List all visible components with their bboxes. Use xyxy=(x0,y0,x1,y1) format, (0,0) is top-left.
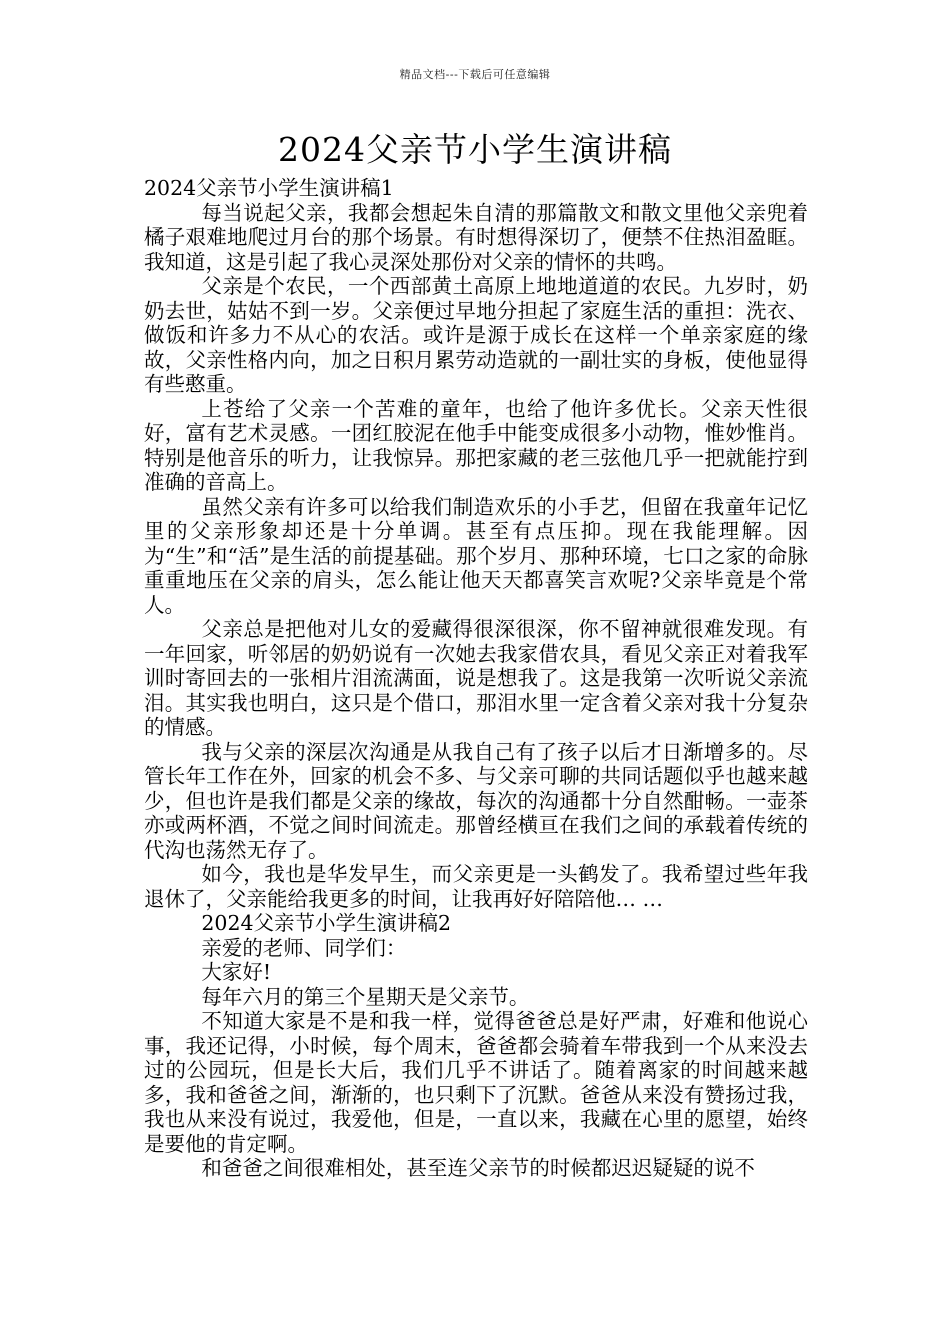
paragraph: 我与父亲的深层次沟通是从我自己有了孩子以后才日渐增多的。尽管长年工作在外，回家的机会不多、与父亲可聊的共同话题似乎也越来越少，但也许是我们都是父亲的缘故，每次的沟通都十分自然酣畅。一壶茶亦或两杯酒，不觉之间时间流走。那曾经横亘在我们之间的承载着传统的代沟也荡然无存了。 xyxy=(144,739,808,862)
section-heading-2: 2024父亲节小学生演讲稿2 xyxy=(201,911,452,935)
salutation: 亲爱的老师、同学们： xyxy=(201,935,407,960)
paragraph: 每当说起父亲，我都会想起朱自清的那篇散文和散文里他父亲兜着橘子艰难地爬过月台的那个场景。有时想得深切了，便禁不住热泪盈眶。我知道，这是引起了我心灵深处那份对父亲的情怀的共鸣。 xyxy=(144,200,808,274)
paragraph: 和爸爸之间很难相处，甚至连父亲节的时候都迟迟疑疑的说不 xyxy=(201,1156,755,1180)
paragraph: 不知道大家是不是和我一样，觉得爸爸总是好严肃，好难和他说心事，我还记得，小时候，每个周末，爸爸都会骑着车带我到一个从来没去过的公园玩，但是长大后，我们几乎不讲话了。随着离家的时间越来越多，我和爸爸之间，渐渐的，也只剩下了沉默。爸爸从来没有赞扬过我，我也从来没有说过，我爱他，但是，一直以来，我藏在心里的愿望，始终是要他的肯定啊。 xyxy=(144,1009,808,1156)
section-heading-1: 2024父亲节小学生演讲稿1 xyxy=(144,176,394,200)
document-body xyxy=(144,176,808,1181)
paragraph: 每年六月的第三个星期天是父亲节。 xyxy=(201,984,530,1009)
paragraph: 父亲是个农民，一个西部黄土高原上地地道道的农民。九岁时，奶奶去世，姑姑不到一岁。父亲便过早地分担起了家庭生活的重担：洗衣、做饭和许多力不从心的农活。或许是源于成长在这样一个单亲家庭的缘故，父亲性格内向，加之日积月累劳动造就的一副壮实的身板，使他显得有些憨重。 xyxy=(144,274,808,396)
paragraph: 上苍给了父亲一个苦难的童年，也给了他许多优长。父亲天性很好，富有艺术灵感。一团红胶泥在他手中能变成很多小动物，惟妙惟肖。特别是他音乐的听力，让我惊异。那把家藏的老三弦他几乎一把就能拧到准确的音高上。 xyxy=(144,396,808,494)
paragraph: 如今，我也是华发早生，而父亲更是一头鹤发了。我希望过些年我退休了，父亲能给我更多的时间，让我再好好陪陪他… … xyxy=(144,862,808,911)
page-header-note: 精品文档---下载后可任意编辑 xyxy=(399,68,551,81)
page-title: 2024父亲节小学生演讲稿 xyxy=(278,130,672,169)
paragraph: 父亲总是把他对儿女的爱藏得很深很深，你不留神就很难发现。有一年回家，听邻居的奶奶说有一次她去我家借农具，看见父亲正对着我军训时寄回去的一张相片泪流满面，说是想我了。这是我第一次听说父亲流泪。其实我也明白，这只是个借口，那泪水里一定含着父亲对我十分复杂的情感。 xyxy=(144,617,808,739)
greeting: 大家好! xyxy=(201,960,272,984)
paragraph: 虽然父亲有许多可以给我们制造欢乐的小手艺，但留在我童年记忆里的父亲形象却还是十分单调。甚至有点压抑。现在我能理解。因为“生”和“活”是生活的前提基础。那个岁月、那种环境，七口之家的命脉重重地压在父亲的肩头，怎么能让他天天都喜笑言欢呢?父亲毕竟是个常人。 xyxy=(144,494,808,617)
